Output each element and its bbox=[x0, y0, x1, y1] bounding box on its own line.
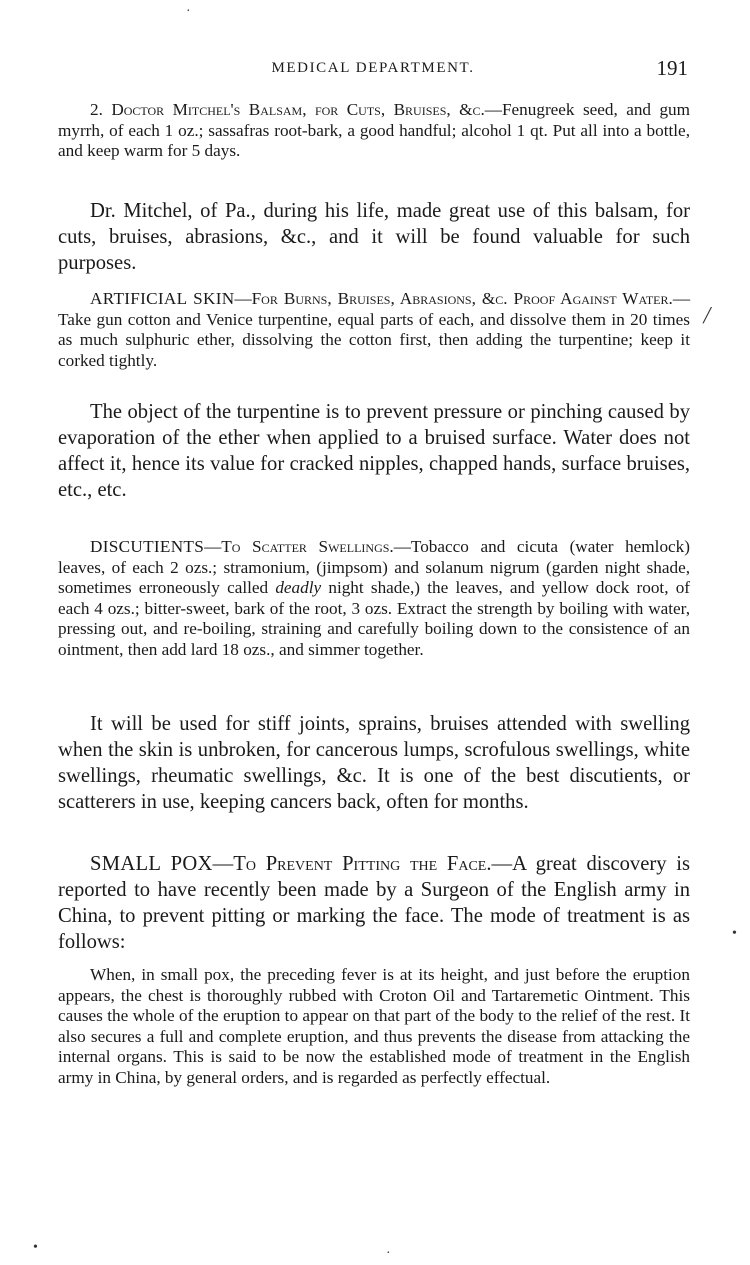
recipe-note: When, in small pox, the preceding fever is at its height, and just before the eruption appears, the chest is thoroughly rubbed with Croton Oil and Tartaremetic Ointment. This causes the whole of the eruption to appear on that part of the body to the relief of the rest. It also secures a full and complete eruption, and thus prevents the disease from attacking the internal organs. This is said to be now the established mode of treatment in the English army in China, by general orders, and is regarded as perfectly effectual. bbox=[58, 965, 690, 1087]
recipe-note-artificial-skin bbox=[58, 399, 690, 503]
recipe-body: —Take gun cotton and Venice turpentine, equal parts of each, and dissolve them in 20 times as much sulphuric ether, dissolving the cotton first, then adding the turpentine; keep it corked tightly. bbox=[58, 289, 691, 370]
recipe-body: —A great discovery is reported to have recently been made by a Surgeon of the English army in China, to prevent pitting or marking the face. The mode of treatment is as follows: bbox=[58, 853, 690, 953]
recipe-note-discutients bbox=[58, 711, 690, 815]
recipe-note: The object of the turpentine is to prevent pressure or pinching caused by evaporation of the ether when applied to a bruised surface. Water does not affect it, hence its value for cracked nipples, chapped hands, surface bruises, etc., etc. bbox=[58, 401, 690, 501]
recipe-heading: —To Prevent Pitting the Face. bbox=[212, 853, 492, 875]
recipe-heading: 2. Doctor Mitchel's Balsam, for Cuts, Bruises, &c. bbox=[90, 100, 485, 119]
recipe-note-small-pox bbox=[58, 965, 690, 1088]
recipe-body-before: —Tobacco and cicuta (water hemlock) leaves, of each 2 ozs.; stramonium, (jimpsom) and solanum nigrum (garden night shade, sometimes erroneously called bbox=[58, 537, 690, 597]
recipe-body-emphasis: deadly bbox=[275, 578, 322, 597]
recipe-body-after: night shade,) the leaves, and yellow dock root, of each 4 ozs.; bitter-sweet, bark of the root, 3 ozs. Extract the strength by boiling with water, pressing out, and re-boiling, straining and carefully boiling down to the consistence of an ointment, then add lard 18 ozs., and simmer together. bbox=[58, 578, 691, 659]
recipe-heading: —To Scatter Swellings. bbox=[204, 537, 394, 556]
recipe-heading: —For Burns, Bruises, Abrasions, &c. Proof Against Water. bbox=[234, 289, 673, 308]
print-speck: · bbox=[386, 1246, 391, 1261]
running-head bbox=[58, 56, 688, 82]
running-title: MEDICAL DEPARTMENT. bbox=[271, 60, 475, 76]
recipe-artificial-skin bbox=[58, 289, 690, 371]
margin-tick-mark: ╱ bbox=[703, 309, 712, 324]
recipe-mitchels-balsam bbox=[58, 100, 690, 162]
recipe-title: ARTIFICIAL SKIN bbox=[90, 289, 235, 308]
recipe-title: DISCUTIENTS bbox=[90, 537, 205, 556]
recipe-note: Dr. Mitchel, of Pa., during his life, made great use of this balsam, for cuts, bruises, abrasions, &c., and it will be found valuable for such purposes. bbox=[58, 200, 690, 274]
recipe-small-pox bbox=[58, 851, 690, 955]
print-speck: • bbox=[732, 926, 737, 941]
recipe-note-mitchels-balsam bbox=[58, 198, 690, 276]
print-speck: • bbox=[33, 1240, 38, 1255]
print-speck: · bbox=[186, 4, 191, 19]
recipe-body: —Fenugreek seed, and gum myrrh, of each 1 oz.; sassafras root-bark, a good handful; alcohol 1 qt. Put all into a bottle, and keep warm for 5 days. bbox=[58, 100, 691, 160]
recipe-note: It will be used for stiff joints, sprains, bruises attended with swelling when the skin is unbroken, for cancerous lumps, scrofulous swellings, white swellings, rheumatic swellings, &c. It is one of the best discutients, or scatterers in use, keeping cancers back, often for months. bbox=[58, 713, 690, 813]
recipe-title: SMALL POX bbox=[90, 853, 213, 875]
recipe-discutients bbox=[58, 537, 690, 660]
page-number: 191 bbox=[656, 56, 688, 80]
